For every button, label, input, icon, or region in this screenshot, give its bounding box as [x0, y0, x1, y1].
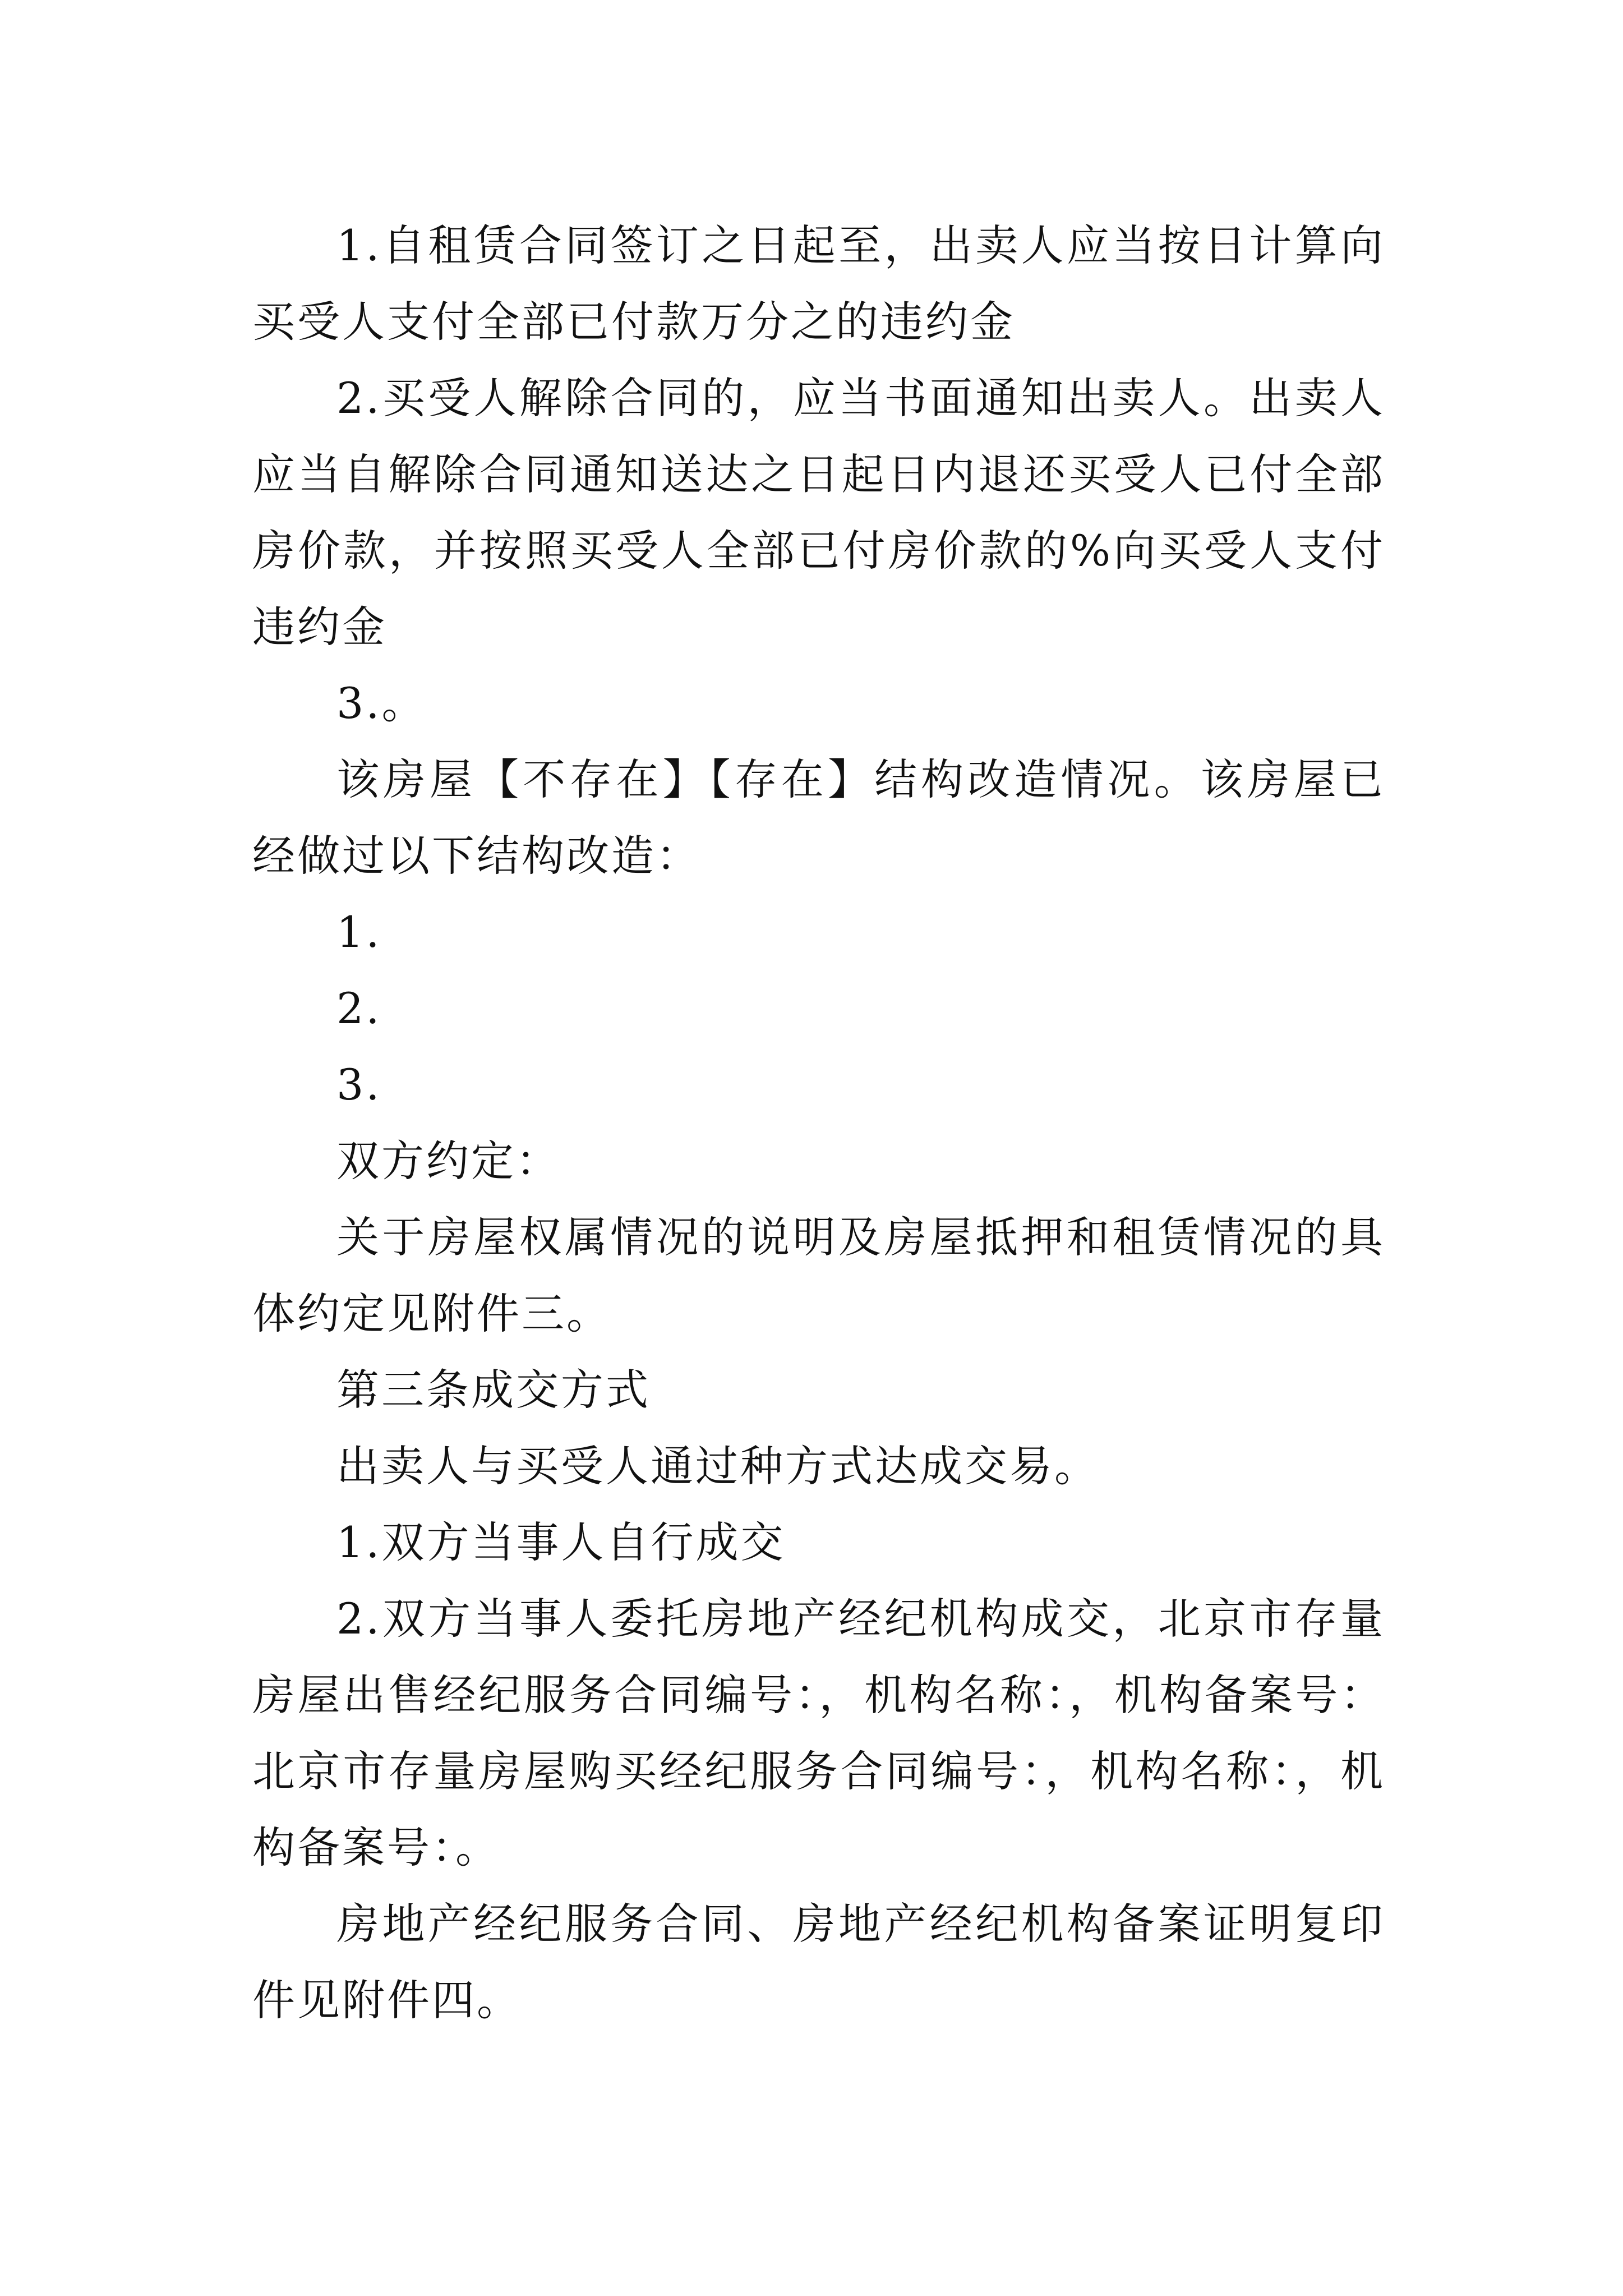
- paragraph-structural-modification: 该房屋【不存在】【存在】结构改造情况。该房屋已经做过以下结构改造：: [252, 754, 1385, 881]
- paragraph-penalty-clause-1: 1.自租赁合同签订之日起至，出卖人应当按日计算向买受人支付全部已付款万分之的违约金: [252, 220, 1385, 347]
- paragraph-penalty-clause-3: 3.。: [336, 678, 427, 728]
- paragraph-transaction-method: 出卖人与买受人通过种方式达成交易。: [336, 1441, 1099, 1491]
- paragraph-method-2: 2.双方当事人委托房地产经纪机构成交，北京市存量房屋出售经纪服务合同编号：，机构名称：，机构备案号：北京市存量房屋购买经纪服务合同编号：，机构名称：，机构备案号：。: [252, 1594, 1385, 1872]
- paragraph-attachment-note: 房地产经纪服务合同、房地产经纪机构备案证明复印件见附件四。: [252, 1899, 1385, 2025]
- paragraph-ownership-note: 关于房屋权属情况的说明及房屋抵押和租赁情况的具体约定见附件三。: [252, 1212, 1385, 1338]
- paragraph-penalty-clause-2: 2.买受人解除合同的，应当书面通知出卖人。出卖人应当自解除合同通知送达之日起日内退还买受人已付全部房价款，并按照买受人全部已付房价款的%向买受人支付违约金: [252, 373, 1385, 652]
- paragraph-method-1: 1.双方当事人自行成交: [336, 1517, 786, 1567]
- paragraph-modification-item-1: 1.: [336, 907, 382, 957]
- paragraph-mutual-agreement: 双方约定：: [336, 1136, 561, 1186]
- document-body: [252, 208, 1385, 2039]
- paragraph-modification-item-3: 3.: [336, 1060, 382, 1110]
- paragraph-modification-item-2: 2.: [336, 983, 382, 1033]
- section-heading-article-3: 第三条成交方式: [336, 1365, 651, 1415]
